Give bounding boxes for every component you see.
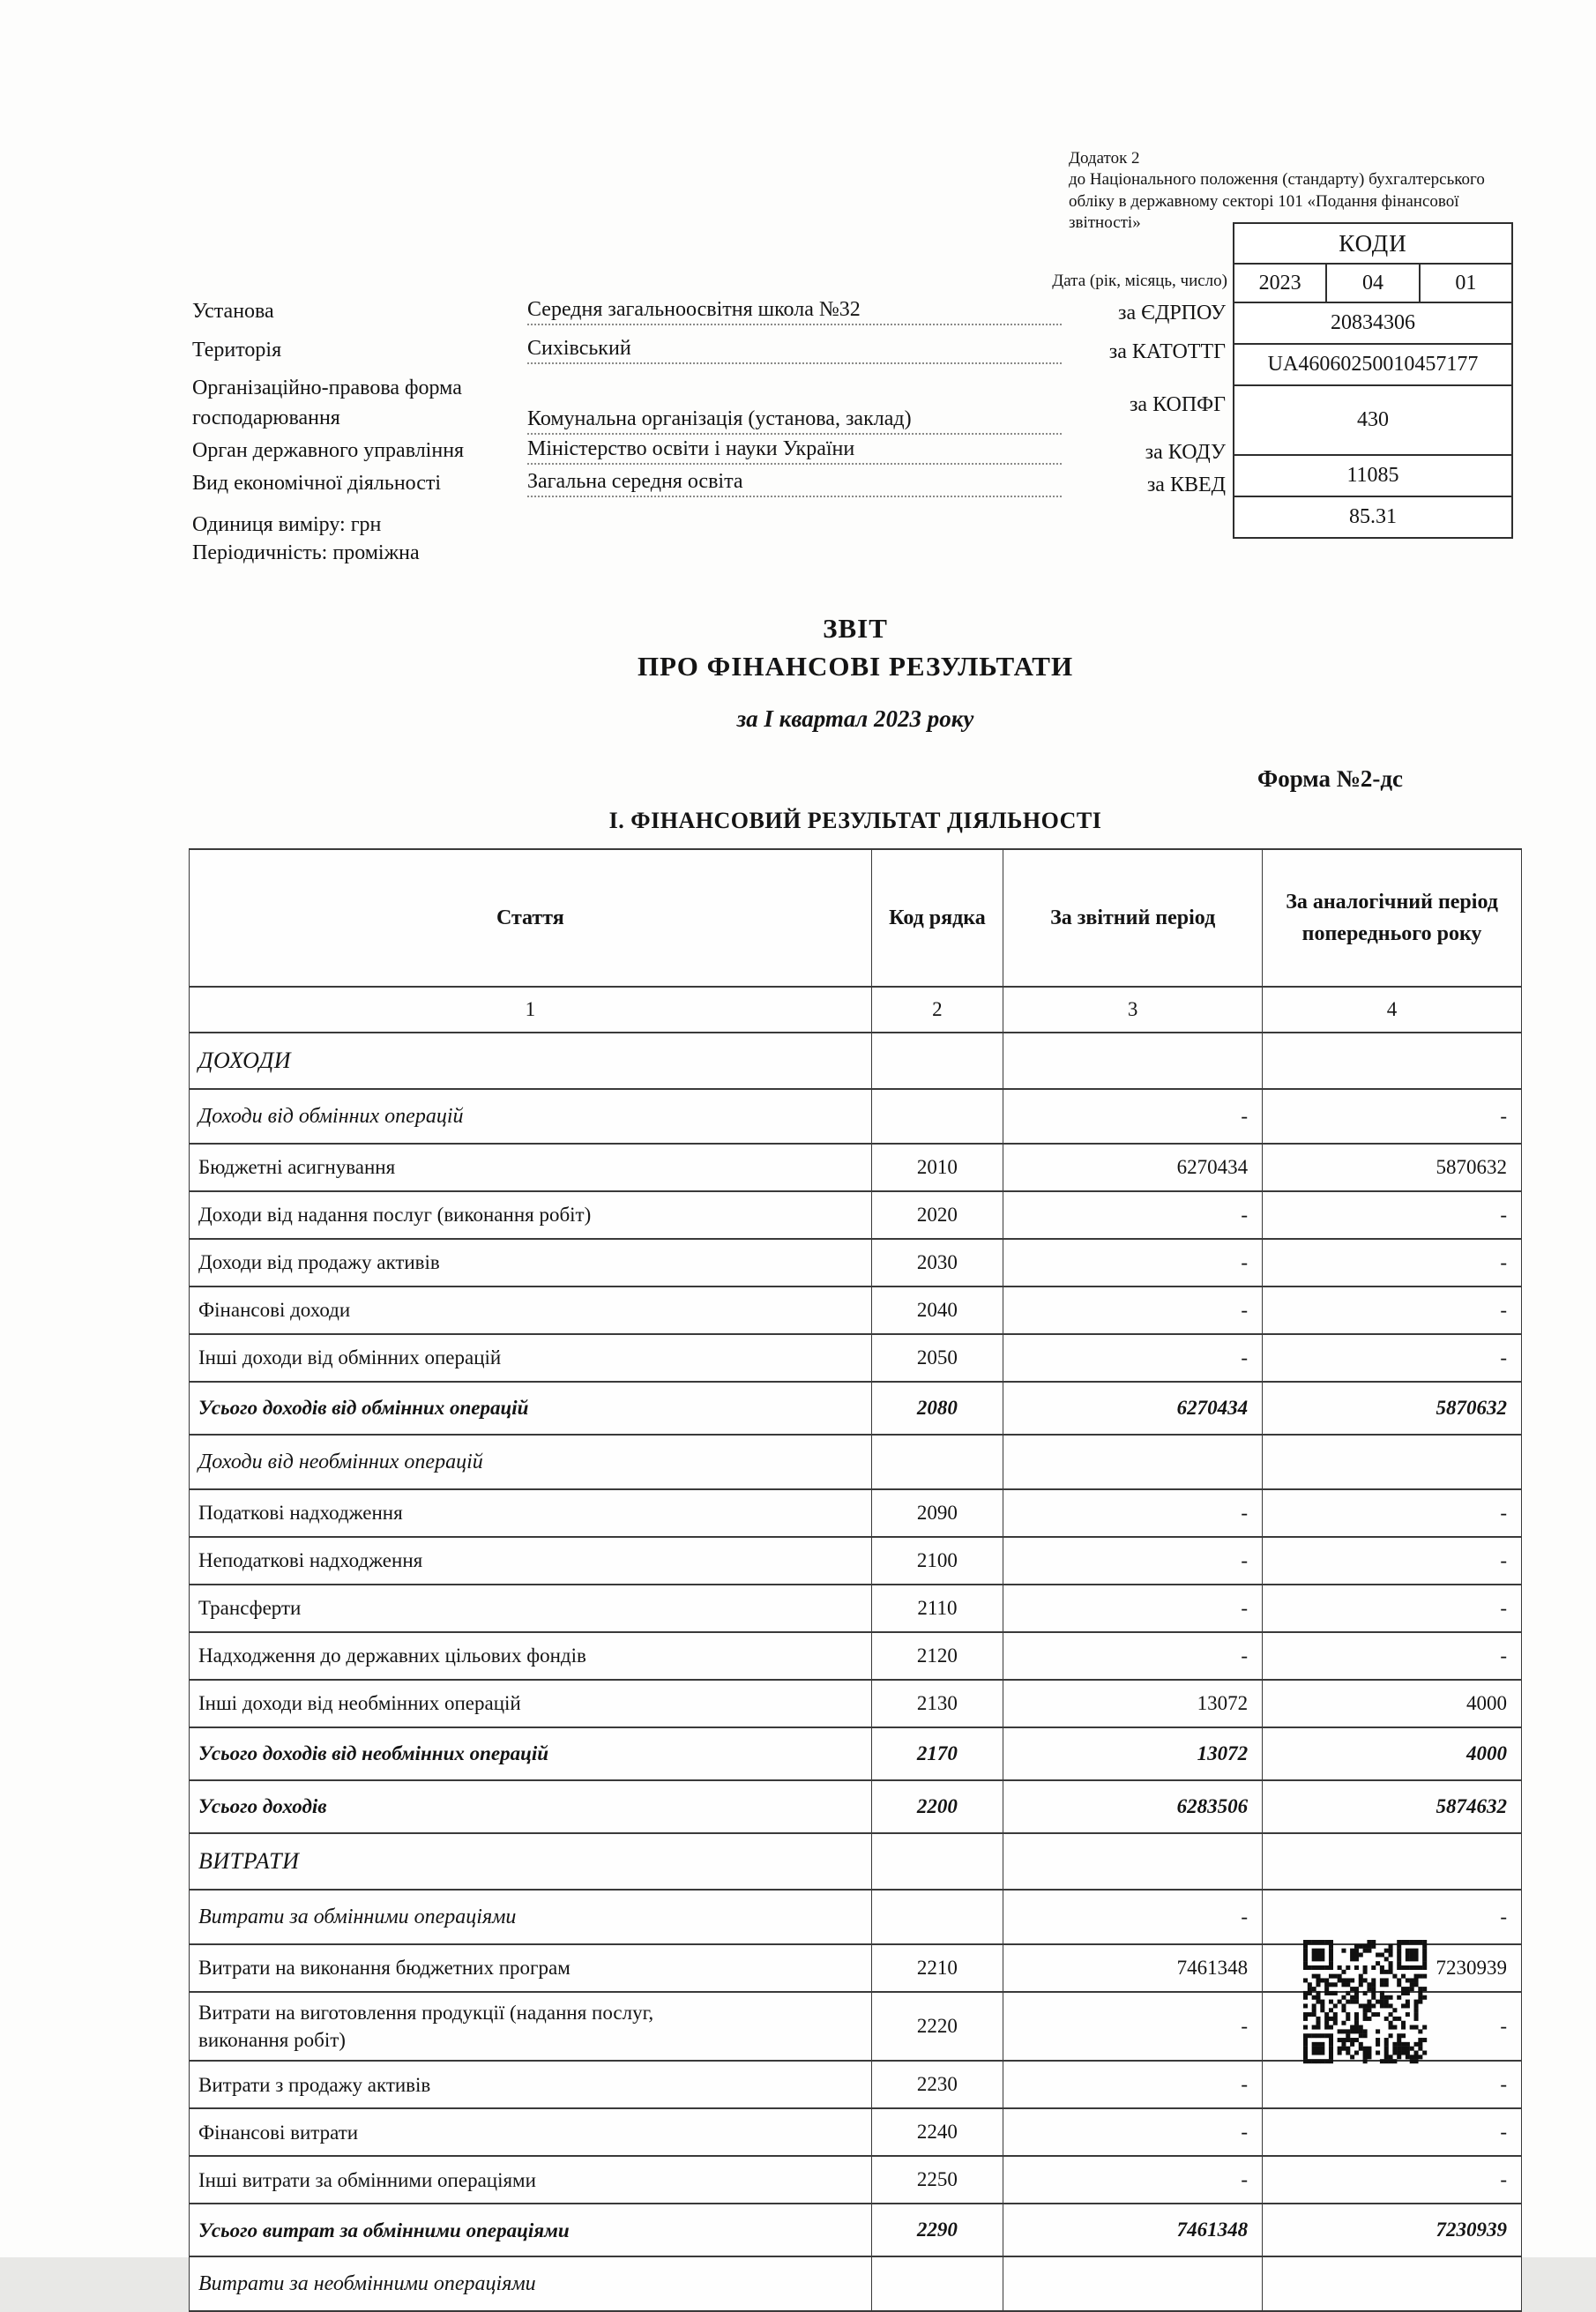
codes-date-row <box>1234 264 1512 302</box>
row-value-previous: 5870632 <box>1263 1144 1522 1191</box>
unit-label: Одиниця виміру: грн <box>192 513 382 536</box>
row-label: Доходи від продажу активів <box>190 1239 872 1287</box>
financial-results-table <box>189 848 1522 2312</box>
row-value-previous: - <box>1263 1632 1522 1680</box>
row-value-previous: - <box>1263 2061 1522 2108</box>
row-value-previous <box>1263 2256 1522 2311</box>
codes-value-row <box>1234 455 1512 496</box>
codes-value-row <box>1234 496 1512 538</box>
row-code: 2120 <box>871 1632 1003 1680</box>
table-row <box>190 1144 1522 1191</box>
row-label: Бюджетні асигнування <box>190 1144 872 1191</box>
table-row <box>190 1632 1522 1680</box>
row-label: Доходи від необмінних операцій <box>190 1435 872 1489</box>
row-label: Надходження до державних цільових фондів <box>190 1632 872 1680</box>
row-label: Витрати за обмінними операціями <box>190 1890 872 1944</box>
row-code: 2230 <box>871 2061 1003 2108</box>
section-title: І. ФІНАНСОВИЙ РЕЗУЛЬТАТ ДІЯЛЬНОСТІ <box>608 808 1102 833</box>
codes-value-row <box>1234 385 1512 455</box>
row-value-current: - <box>1003 2156 1263 2204</box>
qr-code <box>1303 1940 1427 2063</box>
row-label: Інші доходи від необмінних операцій <box>190 1680 872 1727</box>
info-label-organ: Орган державного управління <box>192 439 465 462</box>
row-label: Трансферти <box>190 1585 872 1632</box>
col-number: 2 <box>871 987 1003 1033</box>
row-label: Фінансові доходи <box>190 1287 872 1334</box>
row-value-current: - <box>1003 1585 1263 1632</box>
date-day: 01 <box>1420 264 1512 302</box>
row-value-current: - <box>1003 1089 1263 1144</box>
report-title-period: за І квартал 2023 року <box>736 705 974 732</box>
info-label-ustanova: Установа <box>192 300 274 323</box>
row-value-current: - <box>1003 2061 1263 2108</box>
table-row <box>190 1585 1522 1632</box>
row-code: 2010 <box>871 1144 1003 1191</box>
row-value-previous: - <box>1263 1334 1522 1382</box>
row-value-current: - <box>1003 1890 1263 1944</box>
row-label: Витрати за необмінними операціями <box>190 2256 872 2311</box>
row-code <box>871 2256 1003 2311</box>
row-value-current: 13072 <box>1003 1727 1263 1780</box>
row-value-current: 6283506 <box>1003 1780 1263 1833</box>
row-label: ВИТРАТИ <box>190 1833 872 1890</box>
table-row <box>190 1780 1522 1833</box>
row-code: 2100 <box>871 1537 1003 1585</box>
row-label: Витрати на виготовлення продукції (надання послуг, виконання робіт) <box>190 1992 872 2061</box>
code-value: UA46060250010457177 <box>1234 344 1512 385</box>
row-value-current <box>1003 2256 1263 2311</box>
row-value-previous: - <box>1263 1191 1522 1239</box>
row-value-previous: - <box>1263 1489 1522 1537</box>
table-row <box>190 1089 1522 1144</box>
codes-table <box>1233 222 1513 539</box>
table-row <box>190 1287 1522 1334</box>
table-row <box>190 1489 1522 1537</box>
row-label: Фінансові витрати <box>190 2108 872 2156</box>
row-value-current: 7461348 <box>1003 1944 1263 1992</box>
row-value-previous <box>1263 1833 1522 1890</box>
row-value-previous: 5870632 <box>1263 1382 1522 1435</box>
info-value-terytoriia: Сихівський <box>527 337 1062 364</box>
code-label-kodu: за КОДУ <box>1145 441 1226 464</box>
row-value-previous <box>1263 1033 1522 1089</box>
col-number: 4 <box>1263 987 1522 1033</box>
row-code <box>871 1089 1003 1144</box>
row-label: Інші доходи від обмінних операцій <box>190 1334 872 1382</box>
code-value: 430 <box>1234 385 1512 455</box>
row-value-previous: 7230939 <box>1263 2204 1522 2256</box>
row-value-current: 7461348 <box>1003 2204 1263 2256</box>
table-row <box>190 1727 1522 1780</box>
row-label: Витрати з продажу активів <box>190 2061 872 2108</box>
header-stattia: Стаття <box>190 849 872 987</box>
row-label: Усього витрат за обмінними операціями <box>190 2204 872 2256</box>
row-code: 2170 <box>871 1727 1003 1780</box>
report-title-line1: ЗВІТ <box>823 613 888 644</box>
row-value-current: - <box>1003 1287 1263 1334</box>
appendix-note-line: до Національного положення (стандарту) бухгалтерського <box>1069 170 1485 190</box>
appendix-note-line: обліку в державному секторі 101 «Подання фінансової <box>1069 191 1459 211</box>
appendix-note <box>1069 148 1510 234</box>
row-value-previous <box>1263 1435 1522 1489</box>
finance-table-body <box>190 1033 1522 2311</box>
row-code: 2040 <box>871 1287 1003 1334</box>
code-value: 20834306 <box>1234 302 1512 344</box>
info-value-organ: Міністерство освіти і науки України <box>527 437 1062 465</box>
code-label-kopfg: за КОПФГ <box>1129 393 1226 416</box>
row-value-previous: - <box>1263 1537 1522 1585</box>
row-label: Усього доходів від обмінних операцій <box>190 1382 872 1435</box>
row-value-previous: - <box>1263 2108 1522 2156</box>
row-label: Податкові надходження <box>190 1489 872 1537</box>
row-value-current: 13072 <box>1003 1680 1263 1727</box>
row-value-current: 6270434 <box>1003 1144 1263 1191</box>
row-code <box>871 1890 1003 1944</box>
codes-table-body <box>1234 223 1512 538</box>
header-analogichnyi-period: За аналогічний період попереднього року <box>1263 849 1522 987</box>
row-value-current <box>1003 1033 1263 1089</box>
table-row <box>190 1382 1522 1435</box>
code-label-kved: за КВЕД <box>1146 474 1226 496</box>
info-label-orgform: Організаційно-правова форма господарювання <box>192 377 462 429</box>
finance-table-header-row <box>190 849 1522 987</box>
table-row <box>190 2108 1522 2156</box>
periodicity-label: Періодичність: проміжна <box>192 541 420 564</box>
row-label: Доходи від надання послуг (виконання робіт) <box>190 1191 872 1239</box>
table-row <box>190 2061 1522 2108</box>
codes-title: КОДИ <box>1234 223 1512 264</box>
code-label-edrpou: за ЄДРПОУ <box>1117 302 1226 324</box>
row-code: 2130 <box>871 1680 1003 1727</box>
row-value-current: - <box>1003 1537 1263 1585</box>
codes-value-row <box>1234 344 1512 385</box>
finance-table-head <box>190 849 1522 1033</box>
row-code: 2050 <box>871 1334 1003 1382</box>
table-row <box>190 1890 1522 1944</box>
table-row <box>190 1334 1522 1382</box>
appendix-note-line: Додаток 2 <box>1069 149 1140 168</box>
table-row <box>190 1191 1522 1239</box>
row-label: Неподаткові надходження <box>190 1537 872 1585</box>
row-label: Усього доходів <box>190 1780 872 1833</box>
row-value-previous: - <box>1263 1585 1522 1632</box>
table-row <box>190 2256 1522 2311</box>
row-code: 2240 <box>871 2108 1003 2156</box>
row-label: Витрати на виконання бюджетних програм <box>190 1944 872 1992</box>
row-value-current <box>1003 1833 1263 1890</box>
row-value-previous: 4000 <box>1263 1727 1522 1780</box>
row-code <box>871 1833 1003 1890</box>
row-value-previous: - <box>1263 1287 1522 1334</box>
row-value-current <box>1003 1435 1263 1489</box>
col-number: 1 <box>190 987 872 1033</box>
info-label-vyd: Вид економічної діяльності <box>192 472 442 495</box>
table-row <box>190 1033 1522 1089</box>
row-value-previous: - <box>1263 1890 1522 1944</box>
row-value-current: - <box>1003 2108 1263 2156</box>
date-month: 04 <box>1326 264 1419 302</box>
row-value-current: - <box>1003 1489 1263 1537</box>
row-value-current: - <box>1003 1992 1263 2061</box>
appendix-note-line: звітності» <box>1069 213 1141 232</box>
row-code <box>871 1435 1003 1489</box>
table-row <box>190 1435 1522 1489</box>
row-label: Інші витрати за обмінними операціями <box>190 2156 872 2204</box>
column-numbers-row <box>190 987 1522 1033</box>
form-number-label: Форма №2-дс <box>1257 765 1404 792</box>
row-label: ДОХОДИ <box>190 1033 872 1089</box>
row-code <box>871 1033 1003 1089</box>
code-label-katottg: за КАТОТТГ <box>1108 340 1226 363</box>
row-value-previous: 5874632 <box>1263 1780 1522 1833</box>
table-row <box>190 2156 1522 2204</box>
row-code: 2090 <box>871 1489 1003 1537</box>
info-value-orgform: Комунальна організація (установа, заклад) <box>527 407 1062 435</box>
header-kod-riadka: Код рядка <box>871 849 1003 987</box>
table-row <box>190 2204 1522 2256</box>
row-code: 2110 <box>871 1585 1003 1632</box>
code-value: 11085 <box>1234 455 1512 496</box>
row-code: 2020 <box>871 1191 1003 1239</box>
row-code: 2250 <box>871 2156 1003 2204</box>
col-number: 3 <box>1003 987 1263 1033</box>
row-code: 2220 <box>871 1992 1003 2061</box>
row-label: Доходи від обмінних операцій <box>190 1089 872 1144</box>
codes-title-row <box>1234 223 1512 264</box>
info-value-vyd: Загальна середня освіта <box>527 470 1062 497</box>
info-value-ustanova: Середня загальноосвітня школа №32 <box>527 298 1062 325</box>
row-value-previous: - <box>1263 1992 1522 2061</box>
report-title-line2: ПРО ФІНАНСОВІ РЕЗУЛЬТАТИ <box>637 651 1074 682</box>
row-value-previous: - <box>1263 1239 1522 1287</box>
row-value-previous: - <box>1263 1089 1522 1144</box>
table-row <box>190 1239 1522 1287</box>
header-zvitnyi-period: За звітний період <box>1003 849 1263 987</box>
codes-value-row <box>1234 302 1512 344</box>
table-row <box>190 1833 1522 1890</box>
row-value-current: - <box>1003 1632 1263 1680</box>
row-value-previous: 7230939 <box>1263 1944 1522 1992</box>
row-value-current: - <box>1003 1191 1263 1239</box>
row-code: 2210 <box>871 1944 1003 1992</box>
row-code: 2200 <box>871 1780 1003 1833</box>
row-value-previous: - <box>1263 2156 1522 2204</box>
row-value-previous: 4000 <box>1263 1680 1522 1727</box>
date-year: 2023 <box>1234 264 1326 302</box>
row-value-current: - <box>1003 1239 1263 1287</box>
info-label-terytoriia: Територія <box>192 339 282 362</box>
table-row <box>190 1680 1522 1727</box>
code-value: 85.31 <box>1234 496 1512 538</box>
date-label: Дата (рік, місяць, число) <box>1052 272 1227 290</box>
row-value-current: 6270434 <box>1003 1382 1263 1435</box>
row-value-current: - <box>1003 1334 1263 1382</box>
table-row <box>190 1537 1522 1585</box>
row-code: 2290 <box>871 2204 1003 2256</box>
row-code: 2080 <box>871 1382 1003 1435</box>
row-code: 2030 <box>871 1239 1003 1287</box>
row-label: Усього доходів від необмінних операцій <box>190 1727 872 1780</box>
